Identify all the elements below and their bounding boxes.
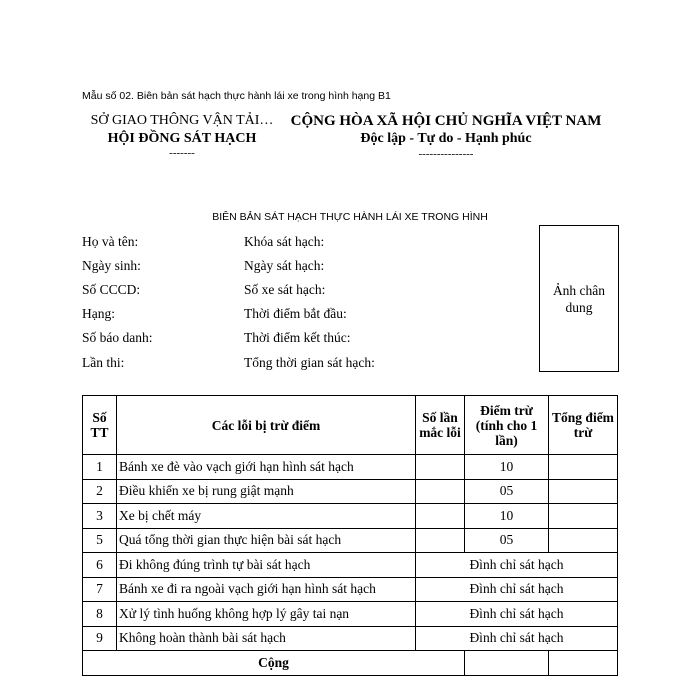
table-row: [83, 528, 618, 553]
field-end-time: Thời điểm kết thúc:: [244, 330, 351, 345]
suspension-result: Đình chỉ sát hạch: [416, 602, 618, 627]
row-number: 7: [83, 577, 117, 602]
issuing-authority: [82, 112, 282, 159]
row-number: 5: [83, 528, 117, 553]
field-full-name: Họ và tên:: [82, 234, 139, 249]
table-row: [83, 504, 618, 529]
portrait-photo-label: Ảnh chân dung: [552, 282, 606, 315]
total-points-cell: [549, 528, 618, 553]
error-name: Xe bị chết máy: [117, 504, 416, 529]
header-no: Số TT: [83, 396, 117, 455]
total-points-cell: [549, 479, 618, 504]
department-name: SỞ GIAO THÔNG VẬN TẢI…: [90, 113, 274, 128]
table-row: [83, 479, 618, 504]
total-row: [83, 651, 618, 676]
error-name: Bánh xe đi ra ngoài vạch giới hạn hình sát hạch: [117, 577, 416, 602]
field-candidate-number: Số báo danh:: [82, 330, 153, 345]
row-number: 8: [83, 602, 117, 627]
total-deduction-cell: [549, 651, 618, 676]
suspension-result: Đình chỉ sát hạch: [416, 626, 618, 651]
error-count-cell: [416, 504, 465, 529]
table-header-row: [83, 396, 618, 455]
total-points-sum-cell: [465, 651, 549, 676]
form-code: Mẫu số 02. Biên bản sát hạch thực hành lái xe trong hình hạng B1: [82, 90, 391, 102]
field-license-class: Hạng:: [82, 306, 115, 321]
row-number: 1: [83, 455, 117, 480]
total-points-cell: [549, 504, 618, 529]
field-vehicle-number: Số xe sát hạch:: [244, 282, 326, 297]
portrait-photo-box: [539, 225, 619, 372]
field-attempt: Lần thi:: [82, 355, 125, 370]
table-row: [83, 577, 618, 602]
national-header: [286, 112, 606, 160]
header-total: Tổng điểm trừ: [549, 396, 618, 455]
table-row: [83, 553, 618, 578]
header-error: Các lỗi bị trừ điểm: [117, 396, 416, 455]
header-count: Số lần mắc lỗi: [416, 396, 465, 455]
error-name: Đi không đúng trình tự bài sát hạch: [117, 553, 416, 578]
left-divider: -------: [169, 147, 195, 159]
table-row: [83, 455, 618, 480]
country-name: CỘNG HÒA XÃ HỘI CHỦ NGHĨA VIỆT NAM: [290, 113, 602, 129]
field-id-number: Số CCCD:: [82, 282, 141, 297]
row-number: 9: [83, 626, 117, 651]
row-number: 2: [83, 479, 117, 504]
penalty-points: 05: [465, 528, 549, 553]
national-motto: Độc lập - Tự do - Hạnh phúc: [360, 131, 532, 146]
error-name: Bánh xe đè vào vạch giới hạn hình sát hạch: [117, 455, 416, 480]
suspension-result: Đình chỉ sát hạch: [416, 577, 618, 602]
header-points: Điểm trừ (tính cho 1 lần): [465, 396, 549, 455]
total-label: Cộng: [83, 651, 465, 676]
penalty-points: 05: [465, 479, 549, 504]
penalty-points: 10: [465, 504, 549, 529]
document-title: BIÊN BẢN SÁT HẠCH THỰC HÀNH LÁI XE TRONG HÌNH: [212, 211, 488, 223]
penalty-table: [82, 395, 618, 676]
table-row: [83, 602, 618, 627]
field-birth-date: Ngày sinh:: [82, 258, 141, 273]
error-name: Không hoàn thành bài sát hạch: [117, 626, 416, 651]
council-name: HỘI ĐỒNG SÁT HẠCH: [107, 131, 257, 146]
row-number: 3: [83, 504, 117, 529]
error-name: Quá tổng thời gian thực hiện bài sát hạch: [117, 528, 416, 553]
error-name: Xử lý tình huống không hợp lý gây tai nạn: [117, 602, 416, 627]
row-number: 6: [83, 553, 117, 578]
right-divider: ---------------: [418, 148, 474, 160]
penalty-points: 10: [465, 455, 549, 480]
error-count-cell: [416, 479, 465, 504]
error-count-cell: [416, 455, 465, 480]
table-row: [83, 626, 618, 651]
field-course: Khóa sát hạch:: [244, 234, 325, 249]
field-total-time: Tổng thời gian sát hạch:: [244, 355, 375, 370]
error-count-cell: [416, 528, 465, 553]
suspension-result: Đình chỉ sát hạch: [416, 553, 618, 578]
error-name: Điều khiển xe bị rung giật mạnh: [117, 479, 416, 504]
total-points-cell: [549, 455, 618, 480]
field-start-time: Thời điểm bắt đầu:: [244, 306, 347, 321]
field-exam-date: Ngày sát hạch:: [244, 258, 325, 273]
